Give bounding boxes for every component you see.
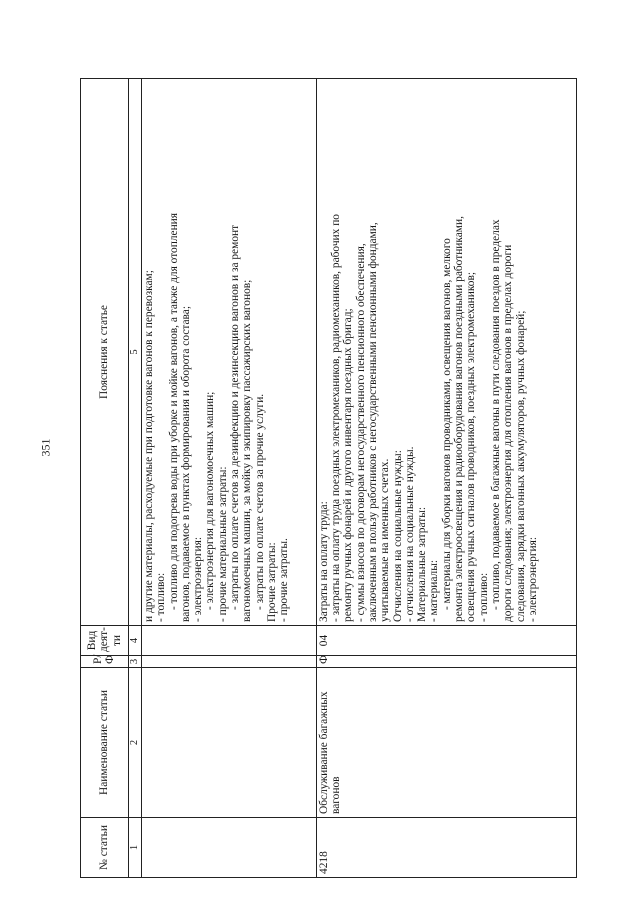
explanation-line: дороги следования; электроэнергия для отопления вагонов в пределах дороги <box>502 244 515 622</box>
column-number: 2 <box>128 668 141 818</box>
header-item-name: Наименование статьи <box>81 668 129 818</box>
explanation-line: - затраты по оплате счетов за дезинфекцию и дезинсекцию вагонов и за ремонт <box>229 224 242 610</box>
explanation-line: вагонов, подаваемое в пунктах формирования и оборота состава; <box>179 305 192 622</box>
explanation-line: - затраты по оплате счетов за прочие услуги. <box>253 393 266 610</box>
activity-type-cell: 04 <box>316 626 576 656</box>
explanation-line: ремонту ручных фонарей и другого инвентаря поездных бригад; <box>342 308 355 622</box>
explanation-line: Отчисления на социальные нужды: <box>391 450 404 622</box>
explanation-line: Прочие затраты: <box>265 542 278 622</box>
explanation-cell <box>316 79 576 626</box>
item-number-cell <box>141 818 316 878</box>
explanation-line: освещения ручных сигналов проводников, поездных электромехаников; <box>465 271 478 622</box>
header-activity-type: Вид деят-ти <box>81 626 129 656</box>
explanation-line: - топливо: <box>477 572 490 622</box>
explanation-line: заключенным в пользу работников с негосударственными пенсионными фондами, <box>366 222 379 622</box>
explanation-cell <box>141 79 316 626</box>
rotated-table-wrapper <box>80 78 577 878</box>
column-number-row <box>128 79 141 878</box>
header-rf: Р/ Ф <box>81 656 129 668</box>
explanation-line: - электроэнергия: <box>526 536 539 622</box>
rf-cell <box>141 656 316 668</box>
header-explanation: Пояснения к статье <box>81 79 129 626</box>
item-name-cell <box>141 668 316 818</box>
explanation-line: - затраты на оплату труда поездных электромехаников, радиомехаников, рабочих по <box>330 214 343 622</box>
item-name-cell: Обслуживание багажных вагонов <box>316 668 576 818</box>
explanation-line: - топливо для подогрева воды при уборке и мойке вагонов, а также для отопления <box>167 212 180 610</box>
explanation-line: следования, зарядки вагонных аккумуляторов, ручных фонарей; <box>514 310 527 622</box>
table-row <box>141 79 316 878</box>
explanation-line: и другие материалы, расходуемые при подготовке вагонов к перевозкам; <box>142 270 155 622</box>
table-header-row <box>81 79 129 878</box>
page-number: 351 <box>38 438 53 457</box>
explanation-line: - топливо, подаваемое в багажные вагоны в пути следования поездов в пределах <box>489 219 502 610</box>
header-item-number: № статьи <box>81 818 129 878</box>
explanation-line: - отчисления на социальные нужды. <box>403 446 416 622</box>
explanation-line: учитываемые на именных счетах. <box>379 458 392 622</box>
column-number: 5 <box>128 79 141 626</box>
explanation-line: - прочие материальные затраты: <box>216 466 229 622</box>
explanation-line: - топливо: <box>155 572 168 622</box>
explanation-line: - электроэнергия: <box>192 536 205 622</box>
rf-cell: Ф <box>316 656 576 668</box>
explanation-line: Затраты на оплату труда: <box>317 501 330 622</box>
explanation-line: - материалы: <box>428 559 441 622</box>
item-number-cell: 4218 <box>316 818 576 878</box>
explanation-line: - суммы взносов по договорам негосударственного пенсионного обеспечения, <box>354 243 367 622</box>
explanation-line: - материалы для уборки вагонов проводниками, освещения вагонов, мелкого <box>440 238 453 610</box>
table-row <box>316 79 576 878</box>
activity-type-cell <box>141 626 316 656</box>
cost-items-table <box>80 78 577 878</box>
column-number: 4 <box>128 626 141 656</box>
explanation-line: - прочие затраты. <box>278 538 291 622</box>
column-number: 1 <box>128 818 141 878</box>
explanation-line: - электроэнергия для вагономоечных машин; <box>204 391 217 610</box>
explanation-line: ремонта электроосвещения и радиооборудования вагонов поездными работниками, <box>453 216 466 622</box>
column-number: 3 <box>128 656 141 668</box>
explanation-line: Материальные затраты: <box>416 506 429 622</box>
explanation-line: вагономоечных машин, за мойку и экипировку пассажирских вагонов; <box>241 279 254 622</box>
